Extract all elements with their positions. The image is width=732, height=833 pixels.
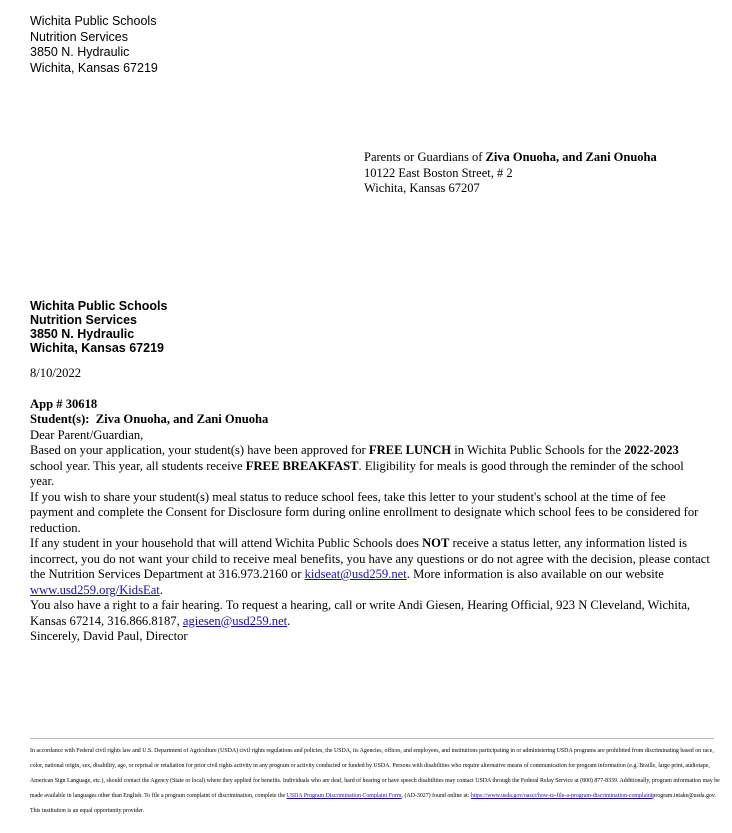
footer-text: In accordance with Federal civil rights law and U.S. Department of Agriculture (USDA) civil rights regulations and policies, the USDA, its Agencies, offices, and employees, and institutions participating in or administering USDA programs are prohibited from discriminating based on race, color, national origin, sex, disability, age, or reprisal or retaliation for prior civil rights activity in any program or activity conducted or funded by USDA. Persons with disabilities who require alternative means of communication for program information (e.g. Braille, large print, audiotape, American Sign Language, etc.), should contact the Agency (State or local) where they applied for benefits. Individuals who are deaf, hard of hearing or have speech disabilities may contact USDA through the Federal Relay Service at (800) 877-8339. Additionally, program information may be made available in languages other than English. To file a program complaint of discrimination, complete the bbox=[30, 748, 720, 800]
approval-paragraph bbox=[30, 443, 710, 490]
sender-line: Wichita Public Schools bbox=[30, 14, 157, 28]
p3-text: . bbox=[159, 582, 163, 597]
recipient-line-names bbox=[364, 150, 657, 166]
p3-text: . More information is also available on our website bbox=[406, 567, 664, 581]
return-line: Wichita Public Schools bbox=[30, 299, 168, 313]
website-link[interactable]: www.usd259.org/KidsEat bbox=[30, 582, 160, 597]
usda-url-link[interactable]: https://www.usda.gov/oascr/how-to-file-a-program-discrimination-complaint bbox=[470, 793, 653, 800]
footer-email: program.intake@usda.gov bbox=[652, 793, 715, 800]
free-lunch-text: FREE LUNCH bbox=[368, 443, 452, 457]
p1-text: in Wichita Public Schools for the bbox=[451, 443, 625, 457]
sender-line: Nutrition Services bbox=[30, 29, 128, 44]
return-line: Nutrition Services bbox=[30, 313, 137, 327]
return-line: 3850 N. Hydraulic bbox=[30, 327, 135, 341]
footer-text: , (AD-3027) found online at: bbox=[401, 793, 471, 800]
recipient-street: 10122 East Boston Street, # 2 bbox=[364, 165, 513, 180]
p1-text: . Eligibility for meals is good through the reminder of the school year. bbox=[30, 458, 684, 488]
complaint-form-link[interactable]: USDA Program Discrimination Complaint Form bbox=[286, 793, 402, 800]
hearing-paragraph bbox=[30, 598, 710, 629]
p1-text: school year. This year, all students receive bbox=[30, 458, 246, 473]
p4-text: You also have a right to a fair hearing. To request a hearing, call or write Andi Giesen, Hearing Official, 923 N Cleveland, Wichita, Kansas 67214, 316.866.8187, bbox=[30, 598, 691, 628]
free-breakfast-text: FREE BREAKFAST bbox=[245, 458, 359, 473]
p4-text: . bbox=[287, 613, 291, 628]
school-year-text: 2022-2023 bbox=[624, 443, 679, 457]
recipient-names: Ziva Onuoha, and Zani Onuoha bbox=[485, 150, 657, 164]
p3-text: If any student in your household that will attend Wichita Public Schools does bbox=[30, 536, 423, 550]
sender-address bbox=[30, 14, 158, 76]
recipient-address bbox=[364, 150, 657, 197]
students-label: Student(s): bbox=[30, 412, 90, 426]
letter-body bbox=[30, 366, 710, 645]
signature: Sincerely, David Paul, Director bbox=[30, 629, 188, 643]
agiesen-email-link[interactable]: agiesen@usd259.net bbox=[182, 613, 288, 628]
letter-date: 8/10/2022 bbox=[30, 366, 82, 380]
p1-text: Based on your application, your student(s) have been approved for bbox=[30, 443, 369, 457]
recipient-city: Wichita, Kansas 67207 bbox=[364, 181, 480, 195]
students-names: Ziva Onuoha, and Zani Onuoha bbox=[95, 412, 269, 426]
not-text: NOT bbox=[422, 536, 450, 550]
sender-line: Wichita, Kansas 67219 bbox=[30, 60, 158, 75]
app-number: App # 30618 bbox=[30, 396, 98, 411]
p3-text: receive a status letter, any information listed is incorrect, you do not want your child to receive meal benefits, you have any questions or do not agree with the decision, please contact the Nutrition Services Department at 316.973.2160 or bbox=[30, 536, 710, 581]
footer-text: . This institution is an equal opportunity provider. bbox=[30, 793, 716, 815]
students-line bbox=[30, 412, 710, 428]
return-line: Wichita, Kansas 67219 bbox=[30, 341, 164, 355]
return-address bbox=[30, 299, 167, 355]
footer-divider bbox=[30, 738, 714, 739]
nondiscrimination-footer bbox=[30, 744, 720, 819]
application-block bbox=[30, 397, 710, 428]
sender-line: 3850 N. Hydraulic bbox=[30, 45, 130, 59]
contact-paragraph bbox=[30, 536, 710, 598]
fees-paragraph: If you wish to share your student(s) meal status to reduce school fees, take this letter to your student's school at the time of fee payment and complete the Consent for Disclosure form during online enrollment to designate which school fees to be considered for reduction. bbox=[30, 489, 699, 535]
salutation: Dear Parent/Guardian, bbox=[30, 427, 144, 442]
kidseat-email-link[interactable]: kidseat@usd259.net bbox=[304, 567, 407, 581]
recipient-prefix: Parents or Guardians of bbox=[364, 150, 486, 164]
